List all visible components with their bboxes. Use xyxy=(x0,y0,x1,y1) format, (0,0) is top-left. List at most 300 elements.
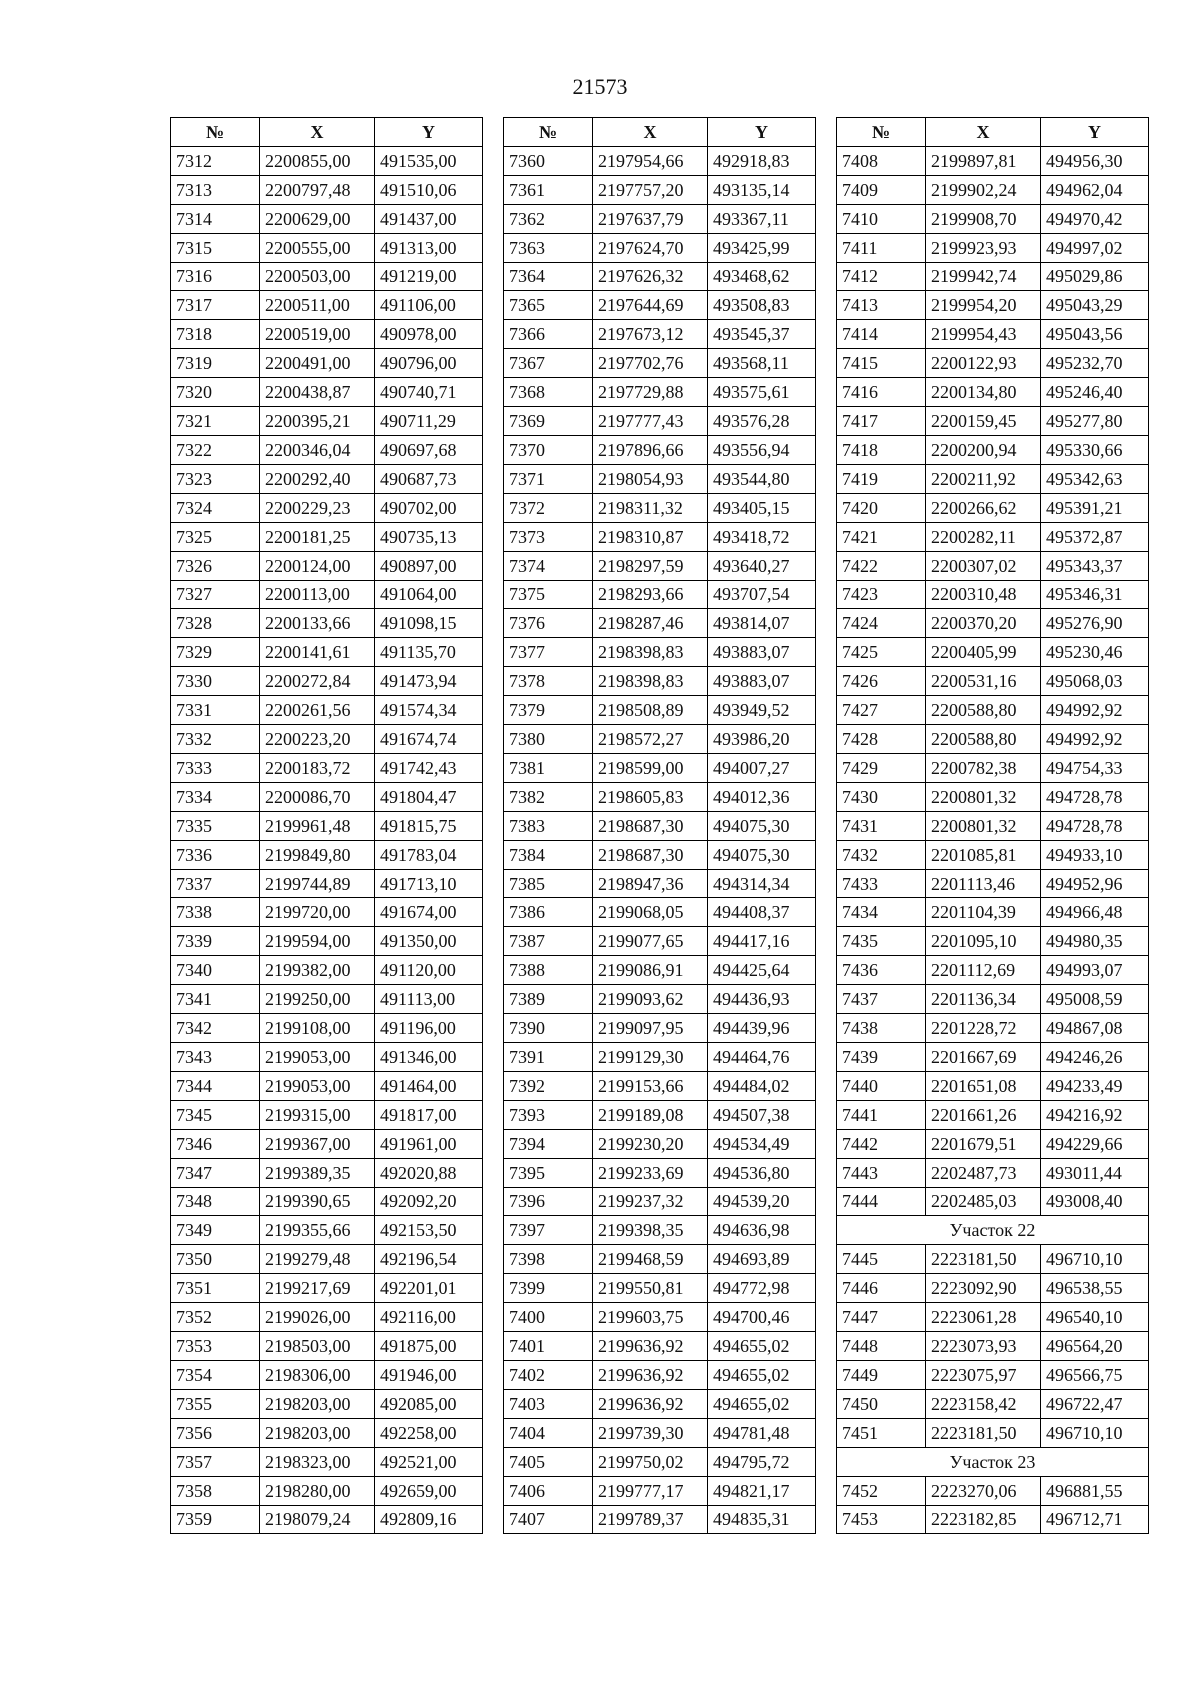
y-coordinate-cell: 491817,00 xyxy=(375,1100,483,1129)
table-row xyxy=(837,696,1149,725)
y-coordinate-cell: 490978,00 xyxy=(375,320,483,349)
table-row xyxy=(504,667,816,696)
table-row xyxy=(504,1447,816,1476)
point-number-cell: 7323 xyxy=(171,464,260,493)
y-coordinate-cell: 491875,00 xyxy=(375,1332,483,1361)
point-number-cell: 7385 xyxy=(504,869,593,898)
x-coordinate-cell: 2200511,00 xyxy=(260,291,375,320)
y-coordinate-cell: 494956,30 xyxy=(1041,146,1149,175)
x-coordinate-cell: 2199053,00 xyxy=(260,1071,375,1100)
x-coordinate-cell: 2199942,74 xyxy=(926,262,1041,291)
y-coordinate-cell: 494655,02 xyxy=(708,1389,816,1418)
y-coordinate-cell: 493575,61 xyxy=(708,378,816,407)
point-number-cell: 7420 xyxy=(837,493,926,522)
x-coordinate-cell: 2200261,56 xyxy=(260,696,375,725)
point-number-cell: 7371 xyxy=(504,464,593,493)
point-number-cell: 7405 xyxy=(504,1447,593,1476)
point-number-cell: 7356 xyxy=(171,1418,260,1447)
table-row xyxy=(504,291,816,320)
y-coordinate-cell: 495391,21 xyxy=(1041,493,1149,522)
y-coordinate-cell: 494728,78 xyxy=(1041,782,1149,811)
y-coordinate-cell: 494408,37 xyxy=(708,898,816,927)
point-number-cell: 7389 xyxy=(504,985,593,1014)
point-number-cell: 7395 xyxy=(504,1158,593,1187)
table-row xyxy=(171,1014,483,1043)
table-row xyxy=(504,464,816,493)
y-coordinate-cell: 491113,00 xyxy=(375,985,483,1014)
y-coordinate-cell: 492085,00 xyxy=(375,1389,483,1418)
point-number-cell: 7394 xyxy=(504,1129,593,1158)
y-coordinate-cell: 494693,89 xyxy=(708,1245,816,1274)
table-row xyxy=(837,262,1149,291)
y-coordinate-cell: 495246,40 xyxy=(1041,378,1149,407)
y-coordinate-cell: 496710,10 xyxy=(1041,1245,1149,1274)
table-row xyxy=(837,175,1149,204)
x-coordinate-cell: 2200438,87 xyxy=(260,378,375,407)
table-row xyxy=(171,811,483,840)
point-number-cell: 7326 xyxy=(171,551,260,580)
y-coordinate-cell: 493949,52 xyxy=(708,696,816,725)
table-row xyxy=(837,869,1149,898)
table-row xyxy=(171,320,483,349)
y-coordinate-cell: 495343,37 xyxy=(1041,551,1149,580)
table-row xyxy=(171,638,483,667)
y-coordinate-cell: 493425,99 xyxy=(708,233,816,262)
table-row xyxy=(504,580,816,609)
x-coordinate-cell: 2200181,25 xyxy=(260,522,375,551)
table-row xyxy=(171,1216,483,1245)
point-number-cell: 7334 xyxy=(171,782,260,811)
x-coordinate-cell: 2199636,92 xyxy=(593,1389,708,1418)
y-coordinate-cell: 491574,34 xyxy=(375,696,483,725)
table-row xyxy=(837,233,1149,262)
point-number-cell: 7317 xyxy=(171,291,260,320)
point-number-cell: 7392 xyxy=(504,1071,593,1100)
x-coordinate-cell: 2198203,00 xyxy=(260,1418,375,1447)
x-coordinate-cell: 2199189,08 xyxy=(593,1100,708,1129)
table-row xyxy=(837,1043,1149,1072)
y-coordinate-cell: 493508,83 xyxy=(708,291,816,320)
point-number-cell: 7318 xyxy=(171,320,260,349)
x-coordinate-cell: 2200159,45 xyxy=(926,407,1041,436)
table-row xyxy=(837,898,1149,927)
table-row xyxy=(171,1245,483,1274)
y-coordinate-cell: 495230,46 xyxy=(1041,638,1149,667)
table-row xyxy=(171,1100,483,1129)
x-coordinate-cell: 2199954,43 xyxy=(926,320,1041,349)
y-coordinate-cell: 491219,00 xyxy=(375,262,483,291)
y-coordinate-cell: 495029,86 xyxy=(1041,262,1149,291)
x-coordinate-cell: 2199237,32 xyxy=(593,1187,708,1216)
point-number-cell: 7380 xyxy=(504,725,593,754)
table-row xyxy=(837,522,1149,551)
point-number-cell: 7348 xyxy=(171,1187,260,1216)
table-row xyxy=(171,493,483,522)
point-number-cell: 7363 xyxy=(504,233,593,262)
point-number-cell: 7350 xyxy=(171,1245,260,1274)
point-number-cell: 7434 xyxy=(837,898,926,927)
y-coordinate-cell: 491535,00 xyxy=(375,146,483,175)
y-coordinate-cell: 494962,04 xyxy=(1041,175,1149,204)
table-row xyxy=(837,1303,1149,1332)
y-coordinate-cell: 493576,28 xyxy=(708,407,816,436)
x-coordinate-cell: 2198687,30 xyxy=(593,811,708,840)
y-coordinate-cell: 496881,55 xyxy=(1041,1476,1149,1505)
x-coordinate-cell: 2198947,36 xyxy=(593,869,708,898)
y-coordinate-cell: 491946,00 xyxy=(375,1360,483,1389)
x-coordinate-cell: 2197777,43 xyxy=(593,407,708,436)
x-coordinate-cell: 2199093,62 xyxy=(593,985,708,1014)
y-coordinate-cell: 494216,92 xyxy=(1041,1100,1149,1129)
y-coordinate-cell: 496722,47 xyxy=(1041,1389,1149,1418)
table-row xyxy=(837,580,1149,609)
y-coordinate-cell: 494992,92 xyxy=(1041,725,1149,754)
x-coordinate-cell: 2202487,73 xyxy=(926,1158,1041,1187)
point-number-cell: 7357 xyxy=(171,1447,260,1476)
y-column-header: Y xyxy=(708,118,816,147)
table-row xyxy=(504,551,816,580)
point-number-cell: 7364 xyxy=(504,262,593,291)
number-column-header: № xyxy=(171,118,260,147)
table-row xyxy=(837,435,1149,464)
point-number-cell: 7353 xyxy=(171,1332,260,1361)
x-coordinate-cell: 2197637,79 xyxy=(593,204,708,233)
point-number-cell: 7424 xyxy=(837,609,926,638)
x-coordinate-cell: 2200405,99 xyxy=(926,638,1041,667)
table-header-row xyxy=(504,118,816,147)
x-coordinate-cell: 2200491,00 xyxy=(260,349,375,378)
x-coordinate-cell: 2199923,93 xyxy=(926,233,1041,262)
x-coordinate-cell: 2223061,28 xyxy=(926,1303,1041,1332)
table-row xyxy=(171,522,483,551)
point-number-cell: 7354 xyxy=(171,1360,260,1389)
x-coordinate-cell: 2200229,23 xyxy=(260,493,375,522)
y-coordinate-cell: 494534,49 xyxy=(708,1129,816,1158)
table-row xyxy=(837,840,1149,869)
y-coordinate-cell: 491804,47 xyxy=(375,782,483,811)
y-coordinate-cell: 493008,40 xyxy=(1041,1187,1149,1216)
point-number-cell: 7419 xyxy=(837,464,926,493)
table-row xyxy=(837,1129,1149,1158)
table-row xyxy=(504,1158,816,1187)
point-number-cell: 7381 xyxy=(504,753,593,782)
y-coordinate-cell: 490740,71 xyxy=(375,378,483,407)
x-coordinate-cell: 2200086,70 xyxy=(260,782,375,811)
table-row xyxy=(504,1418,816,1447)
point-number-cell: 7449 xyxy=(837,1360,926,1389)
x-coordinate-cell: 2197673,12 xyxy=(593,320,708,349)
table-row xyxy=(837,349,1149,378)
point-number-cell: 7338 xyxy=(171,898,260,927)
y-coordinate-cell: 494980,35 xyxy=(1041,927,1149,956)
x-coordinate-cell: 2198572,27 xyxy=(593,725,708,754)
x-coordinate-cell: 2200370,20 xyxy=(926,609,1041,638)
point-number-cell: 7445 xyxy=(837,1245,926,1274)
x-coordinate-cell: 2200113,00 xyxy=(260,580,375,609)
table-row xyxy=(504,1389,816,1418)
point-number-cell: 7402 xyxy=(504,1360,593,1389)
x-coordinate-cell: 2198280,00 xyxy=(260,1476,375,1505)
table-row xyxy=(171,667,483,696)
table-row xyxy=(504,753,816,782)
x-coordinate-cell: 2201112,69 xyxy=(926,956,1041,985)
y-coordinate-cell: 494075,30 xyxy=(708,811,816,840)
table-row xyxy=(504,609,816,638)
y-coordinate-cell: 494439,96 xyxy=(708,1014,816,1043)
point-number-cell: 7315 xyxy=(171,233,260,262)
x-coordinate-cell: 2197757,20 xyxy=(593,175,708,204)
y-coordinate-cell: 492153,50 xyxy=(375,1216,483,1245)
x-coordinate-cell: 2199389,35 xyxy=(260,1158,375,1187)
point-number-cell: 7428 xyxy=(837,725,926,754)
y-coordinate-cell: 494314,34 xyxy=(708,869,816,898)
x-coordinate-cell: 2198508,89 xyxy=(593,696,708,725)
x-coordinate-cell: 2223181,50 xyxy=(926,1418,1041,1447)
x-coordinate-cell: 2202485,03 xyxy=(926,1187,1041,1216)
x-coordinate-cell: 2197644,69 xyxy=(593,291,708,320)
point-number-cell: 7321 xyxy=(171,407,260,436)
page-number: 21573 xyxy=(572,74,628,99)
x-coordinate-cell: 2201136,34 xyxy=(926,985,1041,1014)
y-coordinate-cell: 491135,70 xyxy=(375,638,483,667)
y-coordinate-cell: 491106,00 xyxy=(375,291,483,320)
point-number-cell: 7370 xyxy=(504,435,593,464)
point-number-cell: 7444 xyxy=(837,1187,926,1216)
y-coordinate-cell: 492020,88 xyxy=(375,1158,483,1187)
table-row xyxy=(171,349,483,378)
table-row xyxy=(171,233,483,262)
x-coordinate-cell: 2200292,40 xyxy=(260,464,375,493)
y-coordinate-cell: 491120,00 xyxy=(375,956,483,985)
x-coordinate-cell: 2200555,00 xyxy=(260,233,375,262)
point-number-cell: 7378 xyxy=(504,667,593,696)
table-row xyxy=(504,1245,816,1274)
point-number-cell: 7398 xyxy=(504,1245,593,1274)
y-coordinate-cell: 495276,90 xyxy=(1041,609,1149,638)
x-coordinate-cell: 2198297,59 xyxy=(593,551,708,580)
y-coordinate-cell: 494997,02 xyxy=(1041,233,1149,262)
table-row xyxy=(837,551,1149,580)
x-coordinate-cell: 2199026,00 xyxy=(260,1303,375,1332)
coordinates-table-1 xyxy=(170,117,483,1534)
x-coordinate-cell: 2199594,00 xyxy=(260,927,375,956)
table-row xyxy=(171,1129,483,1158)
point-number-cell: 7443 xyxy=(837,1158,926,1187)
x-coordinate-cell: 2200346,04 xyxy=(260,435,375,464)
x-coordinate-cell: 2198605,83 xyxy=(593,782,708,811)
x-coordinate-cell: 2198398,83 xyxy=(593,667,708,696)
x-coordinate-cell: 2200395,21 xyxy=(260,407,375,436)
point-number-cell: 7313 xyxy=(171,175,260,204)
point-number-cell: 7361 xyxy=(504,175,593,204)
table-row xyxy=(504,435,816,464)
point-number-cell: 7333 xyxy=(171,753,260,782)
point-number-cell: 7425 xyxy=(837,638,926,667)
table-row xyxy=(171,291,483,320)
x-coordinate-cell: 2199789,37 xyxy=(593,1505,708,1534)
y-coordinate-cell: 490702,00 xyxy=(375,493,483,522)
x-coordinate-cell: 2200855,00 xyxy=(260,146,375,175)
point-number-cell: 7355 xyxy=(171,1389,260,1418)
point-number-cell: 7344 xyxy=(171,1071,260,1100)
y-coordinate-cell: 495232,70 xyxy=(1041,349,1149,378)
point-number-cell: 7336 xyxy=(171,840,260,869)
table-row xyxy=(837,1100,1149,1129)
table-row xyxy=(171,1332,483,1361)
x-coordinate-cell: 2200307,02 xyxy=(926,551,1041,580)
x-coordinate-cell: 2199129,30 xyxy=(593,1043,708,1072)
y-coordinate-cell: 495346,31 xyxy=(1041,580,1149,609)
y-coordinate-cell: 494233,49 xyxy=(1041,1071,1149,1100)
x-coordinate-cell: 2200272,84 xyxy=(260,667,375,696)
y-coordinate-cell: 491674,00 xyxy=(375,898,483,927)
point-number-cell: 7408 xyxy=(837,146,926,175)
y-coordinate-cell: 494966,48 xyxy=(1041,898,1149,927)
y-column-header: Y xyxy=(1041,118,1149,147)
y-coordinate-cell: 493468,62 xyxy=(708,262,816,291)
table-row xyxy=(837,782,1149,811)
x-coordinate-cell: 2198203,00 xyxy=(260,1389,375,1418)
table-row xyxy=(504,1216,816,1245)
table-row xyxy=(504,378,816,407)
point-number-cell: 7421 xyxy=(837,522,926,551)
x-coordinate-cell: 2200282,11 xyxy=(926,522,1041,551)
point-number-cell: 7329 xyxy=(171,638,260,667)
table-row xyxy=(171,725,483,754)
table-row xyxy=(171,1505,483,1534)
y-coordinate-cell: 494007,27 xyxy=(708,753,816,782)
x-coordinate-cell: 2199636,92 xyxy=(593,1360,708,1389)
table-row xyxy=(504,1274,816,1303)
table-row xyxy=(504,985,816,1014)
y-coordinate-cell: 494229,66 xyxy=(1041,1129,1149,1158)
table-row xyxy=(837,1187,1149,1216)
table-row xyxy=(837,985,1149,1014)
table-row xyxy=(837,1071,1149,1100)
point-number-cell: 7441 xyxy=(837,1100,926,1129)
y-coordinate-cell: 494933,10 xyxy=(1041,840,1149,869)
table-row xyxy=(171,1187,483,1216)
y-coordinate-cell: 491510,06 xyxy=(375,175,483,204)
y-coordinate-cell: 491064,00 xyxy=(375,580,483,609)
x-coordinate-cell: 2200133,66 xyxy=(260,609,375,638)
point-number-cell: 7379 xyxy=(504,696,593,725)
y-coordinate-cell: 493544,80 xyxy=(708,464,816,493)
x-coordinate-cell: 2199367,00 xyxy=(260,1129,375,1158)
y-coordinate-cell: 493405,15 xyxy=(708,493,816,522)
point-number-cell: 7418 xyxy=(837,435,926,464)
y-coordinate-cell: 494012,36 xyxy=(708,782,816,811)
x-coordinate-cell: 2198398,83 xyxy=(593,638,708,667)
y-coordinate-cell: 491815,75 xyxy=(375,811,483,840)
point-number-cell: 7377 xyxy=(504,638,593,667)
table-header-row xyxy=(171,118,483,147)
table-row xyxy=(837,320,1149,349)
y-coordinate-cell: 494700,46 xyxy=(708,1303,816,1332)
point-number-cell: 7406 xyxy=(504,1476,593,1505)
table-row xyxy=(837,1476,1149,1505)
y-coordinate-cell: 494655,02 xyxy=(708,1332,816,1361)
x-coordinate-cell: 2200588,80 xyxy=(926,696,1041,725)
table-row xyxy=(837,1505,1149,1534)
table-row xyxy=(504,320,816,349)
x-coordinate-cell: 2198054,93 xyxy=(593,464,708,493)
point-number-cell: 7369 xyxy=(504,407,593,436)
y-coordinate-cell: 495372,87 xyxy=(1041,522,1149,551)
table-row xyxy=(171,1071,483,1100)
table-row xyxy=(504,898,816,927)
table-row xyxy=(504,725,816,754)
x-coordinate-cell: 2200629,00 xyxy=(260,204,375,233)
x-coordinate-cell: 2200797,48 xyxy=(260,175,375,204)
table-row xyxy=(504,204,816,233)
table-row xyxy=(504,1332,816,1361)
section-heading-row xyxy=(837,1447,1149,1476)
y-coordinate-cell: 493986,20 xyxy=(708,725,816,754)
x-coordinate-cell: 2199355,66 xyxy=(260,1216,375,1245)
x-coordinate-cell: 2200801,32 xyxy=(926,811,1041,840)
table-row xyxy=(504,1014,816,1043)
table-row xyxy=(837,291,1149,320)
x-coordinate-cell: 2200310,48 xyxy=(926,580,1041,609)
y-coordinate-cell: 495008,59 xyxy=(1041,985,1149,1014)
point-number-cell: 7372 xyxy=(504,493,593,522)
y-coordinate-cell: 494993,07 xyxy=(1041,956,1149,985)
point-number-cell: 7426 xyxy=(837,667,926,696)
point-number-cell: 7376 xyxy=(504,609,593,638)
y-coordinate-cell: 494952,96 xyxy=(1041,869,1149,898)
table-row xyxy=(171,1303,483,1332)
x-coordinate-cell: 2200801,32 xyxy=(926,782,1041,811)
point-number-cell: 7312 xyxy=(171,146,260,175)
point-number-cell: 7447 xyxy=(837,1303,926,1332)
number-column-header: № xyxy=(837,118,926,147)
x-coordinate-cell: 2200134,80 xyxy=(926,378,1041,407)
table-row xyxy=(837,1014,1149,1043)
table-row xyxy=(171,898,483,927)
point-number-cell: 7331 xyxy=(171,696,260,725)
y-coordinate-cell: 493135,14 xyxy=(708,175,816,204)
x-coordinate-cell: 2223181,50 xyxy=(926,1245,1041,1274)
table-row xyxy=(504,349,816,378)
point-number-cell: 7332 xyxy=(171,725,260,754)
y-coordinate-cell: 492092,20 xyxy=(375,1187,483,1216)
x-coordinate-cell: 2223075,97 xyxy=(926,1360,1041,1389)
section-heading: Участок 22 xyxy=(837,1216,1149,1245)
y-coordinate-cell: 495043,29 xyxy=(1041,291,1149,320)
y-coordinate-cell: 490697,68 xyxy=(375,435,483,464)
table-row xyxy=(171,927,483,956)
point-number-cell: 7367 xyxy=(504,349,593,378)
y-coordinate-cell: 491473,94 xyxy=(375,667,483,696)
point-number-cell: 7413 xyxy=(837,291,926,320)
x-coordinate-cell: 2199550,81 xyxy=(593,1274,708,1303)
coordinates-table-3 xyxy=(836,117,1149,1534)
point-number-cell: 7409 xyxy=(837,175,926,204)
x-coordinate-cell: 2199961,48 xyxy=(260,811,375,840)
point-number-cell: 7422 xyxy=(837,551,926,580)
table-row xyxy=(171,985,483,1014)
point-number-cell: 7387 xyxy=(504,927,593,956)
y-coordinate-cell: 493418,72 xyxy=(708,522,816,551)
x-coordinate-cell: 2197702,76 xyxy=(593,349,708,378)
x-coordinate-cell: 2200183,72 xyxy=(260,753,375,782)
x-coordinate-cell: 2201104,39 xyxy=(926,898,1041,927)
table-row xyxy=(171,175,483,204)
y-coordinate-cell: 491350,00 xyxy=(375,927,483,956)
point-number-cell: 7325 xyxy=(171,522,260,551)
point-number-cell: 7374 xyxy=(504,551,593,580)
